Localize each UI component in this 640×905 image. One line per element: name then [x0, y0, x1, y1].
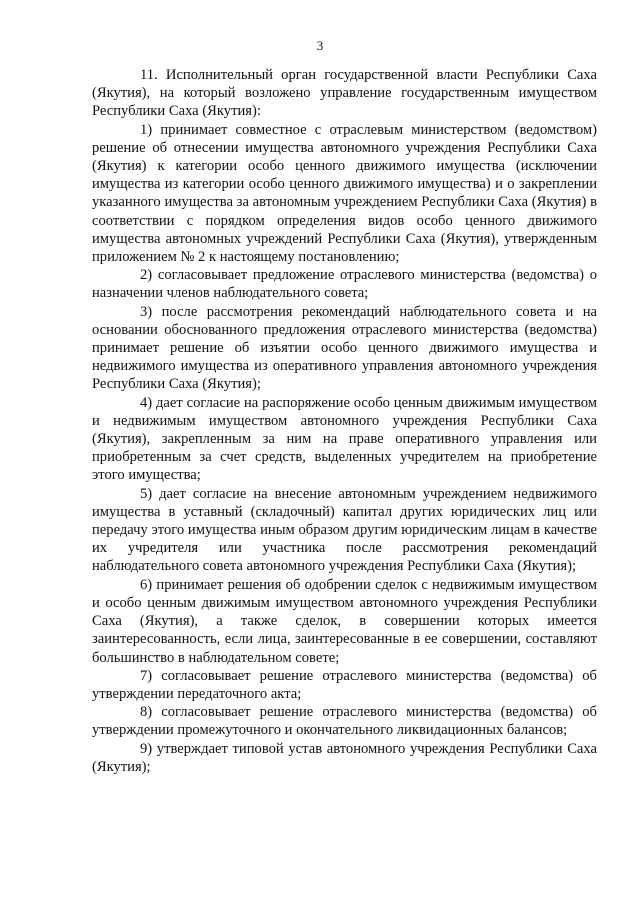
paragraph-item-9: 9) утверждает типовой устав автономного учреждения Республики Саха (Якутия);: [92, 740, 597, 775]
document-body: [92, 66, 597, 776]
paragraph-item-6: 6) принимает решения об одобрении сделок с недвижимым имуществом и особо ценным движимым имуществом автономного учреждения Республики Саха (Якутия), а также сделок, в совершении которых имеется заинтересованность, если лица, заинтересованные в ее совершении, составляют большинство в наблюдательном совете;: [92, 576, 597, 666]
paragraph-item-5: 5) дает согласие на внесение автономным учреждением недвижимого имущества в уставный (складочный) капитал других юридических лиц или передачу этого имущества иным образом другим юридическим лицам в качестве их учредителя или участника после рассмотрения рекомендаций наблюдательного совета автономного учреждения Республики Саха (Якутия);: [92, 485, 597, 575]
paragraph-item-7: 7) согласовывает решение отраслевого министерства (ведомства) об утверждении передаточного акта;: [92, 667, 597, 702]
page-number: 3: [316, 38, 324, 53]
paragraph-item-3: 3) после рассмотрения рекомендаций наблюдательного совета и на основании обоснованного предложения отраслевого министерства (ведомства) принимает решение об изъятии особо ценного движимого имущества и недвижимого имущества из оперативного управления автономного учреждения Республики Саха (Якутия);: [92, 303, 597, 393]
paragraph-item-1: 1) принимает совместное с отраслевым министерством (ведомством) решение об отнесении имущества автономного учреждения Республики Саха (Якутия) к категории особо ценного движимого имущества (исключении имущества из категории особо ценного движимого имущества) и о закреплении указанного имущества за автономным учреждением Республики Саха (Якутия) в соответствии с порядком определения видов особо ценного движимого имущества автономных учреждений Республики Саха (Якутия), утвержденным приложением № 2 к настоящему постановлению;: [92, 121, 597, 266]
paragraph-intro: 11. Исполнительный орган государственной власти Республики Саха (Якутия), на который возложено управление государственным имуществом Республики Саха (Якутия):: [92, 67, 597, 120]
paragraph-item-4: 4) дает согласие на распоряжение особо ценным движимым имуществом и недвижимым имуществом автономного учреждения Республики Саха (Якутия), закрепленным за ним на праве оперативного управления или приобретенным за счет средств, выделенных учредителем на приобретение этого имущества;: [92, 394, 597, 484]
paragraph-item-2: 2) согласовывает предложение отраслевого министерства (ведомства) о назначении членов наблюдательного совета;: [92, 267, 597, 302]
paragraph-item-8: 8) согласовывает решение отраслевого министерства (ведомства) об утверждении промежуточного и окончательного ликвидационных балансов;: [92, 704, 597, 739]
